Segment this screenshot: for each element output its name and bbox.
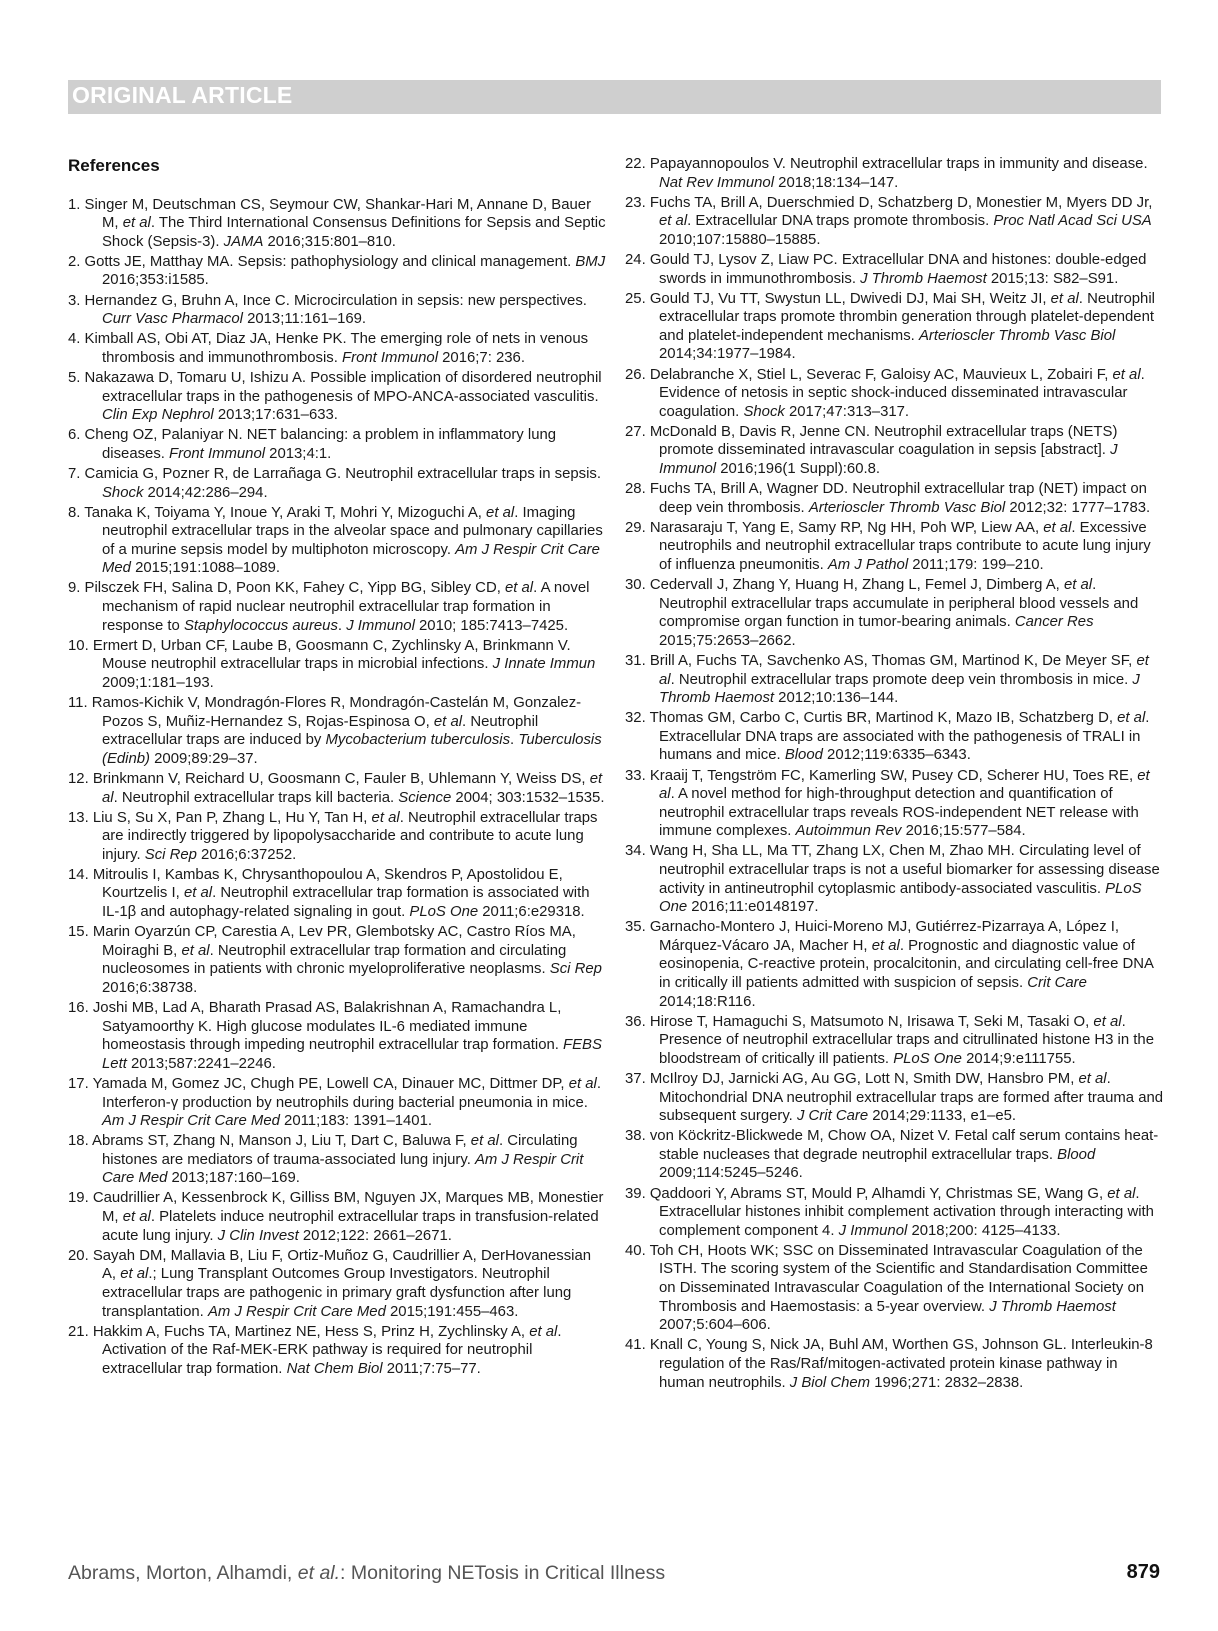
reference-italic: et al (1117, 710, 1146, 727)
reference-item (625, 576, 1165, 650)
reference-text: 2013;11:161–169. (242, 311, 367, 328)
reference-text: . Activation of the Raf-MEK-ERK pathway is required for neutrophil extracellular trap formation. (102, 1323, 562, 1377)
reference-text: 38. von Köckritz-Blickwede M, Chow OA, Nizet V. Fetal calf serum contains heat-stable nucleases that degrade neutrophil extracellular traps. (625, 1128, 1159, 1163)
reference-text: . Circulating histones are mediators of trauma-associated lung injury. (102, 1133, 578, 1168)
reference-italic: et al (504, 580, 534, 597)
reference-text: 11. Ramos-Kichik V, Mondragón-Flores R, Mondragón-Castelán M, Gonzalez-Pozos S, Muñiz-Hernandez S, Rojas-Espinosa O, (68, 695, 582, 730)
reference-italic: Blood (784, 747, 823, 764)
reference-text: . Neutrophil extracellular traps kill bacteria. (113, 789, 399, 806)
footer-title: : Monitoring NETosis in Critical Illness (340, 1562, 666, 1584)
reference-text: 2004; 303:1532–1535. (451, 789, 605, 806)
reference-italic: et al (871, 937, 900, 954)
reference-italic: et al (1112, 366, 1141, 383)
reference-italic: Shock (102, 484, 144, 501)
reference-text: 1996;271: 2832–2838. (870, 1374, 1024, 1391)
reference-text: . Extracellular histones inhibit complement activation through interacting with complement component 4. (659, 1185, 1154, 1239)
reference-italic: Am J Respir Crit Care Med (207, 1303, 386, 1320)
reference-text: 31. Brill A, Fuchs TA, Savchenko AS, Thomas GM, Martinod K, De Meyer SF, (625, 652, 1137, 669)
reference-italic: J Thromb Haemost (860, 270, 987, 287)
reference-italic: Front Immunol (342, 349, 439, 366)
reference-text: . Presence of neutrophil extracellular traps and citrullinated histone H3 in the bloodstream of critically ill patients. (659, 1013, 1154, 1067)
reference-text: 3. Hernandez G, Bruhn A, Ince C. Microcirculation in sepsis: new perspectives. (68, 292, 587, 309)
references-column-right (625, 155, 1165, 1394)
reference-text: 7. Camicia G, Pozner R, de Larrañaga G. Neutrophil extracellular traps in sepsis. (68, 465, 601, 482)
reference-text: 8. Tanaka K, Toiyama Y, Inoue Y, Araki T, Mohri Y, Mizoguchi A, (68, 504, 487, 521)
reference-italic: PLoS One (893, 1050, 962, 1067)
reference-italic: FEBS Lett (102, 1037, 602, 1072)
reference-italic: Proc Natl Acad Sci USA (993, 213, 1152, 230)
reference-text: 28. Fuchs TA, Brill A, Wagner DD. Neutrophil extracellular trap (NET) impact on deep vein thrombosis. (625, 481, 1147, 516)
reference-italic: et al (122, 215, 151, 232)
reference-item (68, 292, 608, 329)
reference-text: 2016;15:577–584. (901, 823, 1026, 840)
reference-italic: Staphylococcus aureus (183, 617, 338, 634)
reference-italic: J Thromb Haemost (659, 671, 1140, 707)
reference-item (625, 1070, 1165, 1126)
reference-text: . Evidence of netosis in septic shock-induced disseminated intravascular coagulation. (659, 366, 1145, 420)
reference-text: 2011;183: 1391–1401. (279, 1113, 432, 1130)
reference-text: 10. Ermert D, Urban CF, Laube B, Goosmann C, Zychlinsky A, Brinkmann V. Mouse neutrophil extracellular traps in microbial infections. (68, 637, 571, 673)
reference-text: 2011;7:75–77. (382, 1360, 481, 1377)
reference-item (68, 694, 608, 768)
reference-item (625, 251, 1165, 288)
reference-italic: et al (433, 713, 463, 730)
reference-list-right (625, 155, 1165, 1392)
reference-italic: J Innate Immun (492, 656, 596, 673)
reference-italic: et al (1107, 1185, 1136, 1202)
reference-text: 24. Gould TJ, Lysov Z, Liaw PC. Extracellular DNA and histones: double-edged swords in immunothrombosis. (625, 251, 1147, 287)
reference-italic: et al (1050, 290, 1079, 307)
reference-text: . Mitochondrial DNA neutrophil extracellular traps are formed after trauma and subsequent surgery. (659, 1071, 1164, 1125)
reference-text: 2014;34:1977–1984. (659, 346, 796, 363)
references-heading: References (68, 156, 160, 175)
reference-text: . Imaging neutrophil extracellular traps in the alveolar space and pulmonary capillaries of a murine sepsis model by multiphoton microscopy. (102, 504, 603, 558)
reference-italic: Am J Respir Crit Care Med (102, 541, 600, 577)
reference-italic: et al (659, 767, 1150, 803)
reference-italic: Nat Rev Immunol (659, 174, 775, 191)
reference-text: 22. Papayannopoulos V. Neutrophil extracellular traps in immunity and disease. (625, 156, 1148, 172)
reference-text: . (337, 617, 347, 634)
reference-item (625, 1242, 1165, 1335)
reference-text: 40. Toh CH, Hoots WK; SSC on Disseminated Intravascular Coagulation of the ISTH. The scoring system of the Scientific and Standardisation Committee on Disseminated Intravascular Coagulation of the International Society on Thrombosis and Haemostasis: a 5-year overview. (625, 1242, 1148, 1315)
reference-text: 17. Yamada M, Gomez JC, Chugh PE, Lowell CA, Dinauer MC, Dittmer DP, (68, 1075, 569, 1092)
running-footer (68, 1562, 665, 1585)
reference-text: 29. Narasaraju T, Yang E, Samy RP, Ng HH, Poh WP, Liew AA, (625, 519, 1044, 536)
reference-item (68, 426, 608, 463)
reference-item (68, 196, 608, 252)
reference-text: 2018;18:134–147. (774, 174, 899, 191)
reference-text: . Excessive neutrophils and neutrophil extracellular traps contribute to acute lung injury of influenza pneumonitis. (659, 519, 1151, 573)
reference-item (625, 155, 1165, 192)
reference-item (68, 253, 608, 290)
reference-item (625, 1336, 1165, 1392)
reference-italic: Crit Care (1027, 975, 1087, 992)
reference-text: . Neutrophil extracellular trap formation and circulating nucleosomes in patients with chronic myeloproliferative neoplasms. (102, 942, 567, 978)
reference-text: 32. Thomas GM, Carbo C, Curtis BR, Martinod K, Mazo IB, Schatzberg D, (625, 710, 1118, 727)
reference-text: 2017;47:313–317. (784, 403, 910, 420)
reference-text: 30. Cedervall J, Zhang Y, Huang H, Zhang L, Femel J, Dimberg A, (625, 577, 1064, 594)
reference-text: . Neutrophil extracellular traps promote deep vein thrombosis in mice. (670, 671, 1133, 688)
reference-text: 2016;7: 236. (438, 349, 525, 366)
reference-italic: et al (529, 1323, 558, 1340)
reference-text: 2015;191:455–463. (385, 1303, 519, 1320)
reference-item (625, 652, 1165, 708)
reference-item (625, 918, 1165, 1011)
reference-text: 2009;89:29–37. (150, 750, 258, 767)
reference-italic: et al (659, 213, 688, 230)
reference-text: 39. Qaddoori Y, Abrams ST, Mould P, Alhamdi Y, Christmas SE, Wang G, (625, 1185, 1108, 1202)
reference-italic: J Immunol (659, 442, 1118, 477)
reference-text: 2009;1:181–193. (102, 674, 214, 691)
reference-text: 25. Gould TJ, Vu TT, Swystun LL, Dwivedi DJ, Mai SH, Weitz JI, (625, 290, 1051, 307)
reference-text: 2016;6:38738. (102, 979, 198, 996)
reference-italic: Science (398, 789, 452, 806)
reference-text: . Extracellular DNA traps are associated with the pathogenesis of TRALI in humans and mice. (659, 710, 1150, 764)
reference-item (625, 290, 1165, 364)
reference-italic: J Crit Care (796, 1108, 869, 1125)
reference-text: . A novel mechanism of rapid nuclear neutrophil extracellular trap formation in response to (102, 580, 590, 634)
reference-text: 33. Kraaij T, Tengström FC, Kamerling SW, Pusey CD, Scherer HU, Toes RE, (625, 767, 1138, 784)
reference-text: 2018;200: 4125–4133. (907, 1222, 1061, 1239)
reference-italic: J Biol Chem (789, 1374, 871, 1391)
article-type-banner (68, 80, 1161, 114)
reference-text: 2016;11:e0148197. (687, 899, 819, 916)
reference-item (625, 480, 1165, 517)
reference-italic: J Immunol (346, 617, 415, 634)
reference-item (68, 1247, 608, 1321)
reference-text: 14. Mitroulis I, Kambas K, Chrysanthopoulou A, Skendros P, Apostolidou E, Kourtzelis I, (68, 866, 563, 902)
reference-text: . Neutrophil extracellular traps are induced by (102, 713, 539, 749)
reference-text: . Neutrophil extracellular traps promote thrombin generation through platelet-dependent and platelet-independent mechanisms. (659, 290, 1155, 344)
reference-item (68, 999, 608, 1073)
reference-text: 35. Garnacho-Montero J, Huici-Moreno MJ, Gutiérrez-Pizarraya A, López I, Márquez-Vácaro JA, Macher H, (625, 919, 1120, 954)
reference-italic: et al (659, 652, 1149, 688)
reference-italic: et al (568, 1075, 597, 1092)
reference-text: . The Third International Consensus Definitions for Sepsis and Septic Shock (Sepsis-3). (102, 215, 606, 250)
reference-item (68, 637, 608, 693)
reference-text: . A novel method for high-throughput detection and quantification of neutrophil extracellular traps reveals ROS-independent NET release with immune complexes. (659, 786, 1139, 840)
reference-text: 2014;42:286–294. (143, 484, 268, 501)
reference-item (68, 1132, 608, 1188)
reference-text: 2013;587:2241–2246. (126, 1055, 276, 1072)
reference-text: 15. Marin Oyarzún CP, Carestia A, Lev PR, Glembotsky AC, Castro Ríos MA, Moiraghi B, (68, 924, 576, 959)
reference-text: 2010;107:15880–15885. (659, 231, 821, 248)
reference-text: 26. Delabranche X, Stiel L, Severac F, Galoisy AC, Mauvieux L, Zobairi F, (625, 366, 1113, 383)
reference-text: . Platelets induce neutrophil extracellular traps in transfusion-related acute lung injury. (102, 1209, 599, 1244)
reference-italic: PLoS One (409, 904, 479, 921)
reference-text: 20. Sayah DM, Mallavia B, Liu F, Ortiz-Muñoz G, Caudrillier A, DerHovanessian A, (68, 1247, 592, 1283)
reference-item (68, 369, 608, 425)
reference-italic: J Thromb Haemost (989, 1298, 1116, 1315)
reference-text: 2012;122: 2661–2671. (298, 1227, 452, 1244)
reference-text: . Prognostic and diagnostic value of eosinopenia, C-reactive protein, procalcitonin, and circulating cell-free DNA in critically ill patients admitted with suspicion of sepsis. (659, 937, 1154, 992)
reference-text: 16. Joshi MB, Lad A, Bharath Prasad AS, Balakrishnan A, Ramachandra L, Satyamoorthy K. High glucose modulates IL-6 mediated immune homeostasis through impeding neutrophil extracellular trap formation. (68, 1000, 564, 1054)
reference-text: 2016;6:37252. (196, 846, 297, 863)
references-column-left (68, 152, 608, 1380)
reference-italic: et al (120, 1266, 149, 1283)
reference-text: 21. Hakkim A, Fuchs TA, Martinez NE, Hess S, Prinz H, Zychlinsky A, (68, 1323, 530, 1340)
reference-text: 2016;196(1 Suppl):60.8. (716, 461, 881, 477)
reference-italic: et al (1093, 1013, 1122, 1030)
reference-text: 6. Cheng OZ, Palaniyar N. NET balancing: a problem in inflammatory lung diseases. (68, 427, 557, 462)
reference-text: . Interferon-γ production by neutrophils during bacterial pneumonia in mice. (102, 1075, 601, 1111)
reference-text: 2009;114:5245–5246. (659, 1165, 803, 1182)
reference-text: 5. Nakazawa D, Tomaru U, Ishizu A. Possible implication of disordered neutrophil extracellular traps in the pathogenesis of MPO-ANCA-associated vasculitis. (68, 369, 602, 405)
reference-text: 37. McIlroy DJ, Jarnicki AG, Au GG, Lott N, Smith DW, Hansbro PM, (625, 1071, 1079, 1087)
reference-item (625, 709, 1165, 765)
footer-authors: Abrams, Morton, Alhamdi, (68, 1562, 298, 1584)
reference-italic: et al (470, 1133, 499, 1150)
reference-text: 2010; 185:7413–7425. (414, 617, 569, 634)
reference-text: 19. Caudrillier A, Kessenbrock K, Gilliss BM, Nguyen JX, Marques MB, Monestier M, (68, 1190, 604, 1226)
reference-italic: Cancer Res (1014, 614, 1094, 631)
reference-text: 2014;9:e111755. (961, 1050, 1076, 1067)
reference-italic: Nat Chem Biol (286, 1360, 383, 1377)
reference-item (625, 194, 1165, 250)
reference-italic: Blood (1057, 1146, 1096, 1163)
reference-item (625, 519, 1165, 575)
reference-italic: et al (1063, 577, 1093, 594)
article-type-label: ORIGINAL ARTICLE (72, 82, 293, 108)
reference-item (68, 579, 608, 635)
reference-item (68, 465, 608, 502)
reference-italic: Am J Respir Crit Care Med (102, 1151, 584, 1187)
reference-text: . Extracellular DNA traps promote thrombosis. (687, 213, 994, 230)
reference-item (68, 1323, 608, 1379)
reference-italic: J Clin Invest (217, 1227, 299, 1244)
reference-text: 2015;191:1088–1089. (130, 560, 281, 577)
reference-italic: et al (1078, 1071, 1107, 1087)
reference-item (68, 923, 608, 997)
footer-etal: et al. (297, 1562, 341, 1584)
reference-italic: PLoS One (659, 880, 1142, 916)
reference-text: .; Lung Transplant Outcomes Group Investigators. Neutrophil extracellular traps are pathogenic in primary graft dysfunction after lung transplantation. (102, 1266, 572, 1320)
reference-italic: et al (102, 770, 603, 806)
reference-text: 27. McDonald B, Davis R, Jenne CN. Neutrophil extracellular traps (NETS) promote disseminated intravascular coagulation in sepsis [abstract]. (625, 423, 1118, 459)
reference-italic: et al (486, 504, 515, 521)
reference-text: 2012;32: 1777–1783. (1005, 499, 1151, 516)
reference-item (68, 504, 608, 578)
reference-text: 2014;18:R116. (659, 993, 756, 1010)
reference-text: 2012;10:136–144. (774, 690, 899, 707)
reference-text: . Neutrophil extracellular traps accumulate in peripheral blood vessels and compromise organ function in tumor-bearing animals. (659, 577, 1139, 631)
reference-text: 13. Liu S, Su X, Pan P, Zhang L, Hu Y, Tan H, (68, 809, 372, 826)
reference-text: 2011;6:e29318. (478, 904, 585, 921)
reference-text: 41. Knall C, Young S, Nick JA, Buhl AM, Worthen GS, Johnson GL. Interleukin-8 regulation of the Ras/Raf/mitogen-activated protein kinase pathway in human neutrophils. (625, 1337, 1153, 1391)
reference-italic: Shock (743, 403, 785, 420)
reference-italic: Sci Rep (549, 961, 602, 978)
reference-item (625, 366, 1165, 422)
reference-italic: J Immunol (838, 1222, 908, 1239)
reference-text: . Neutrophil extracellular trap formation is associated with IL-1β and autophagy-related signaling in gout. (102, 885, 590, 921)
reference-text: 2. Gotts JE, Matthay MA. Sepsis: pathophysiology and clinical management. (68, 253, 576, 270)
reference-text: 34. Wang H, Sha LL, Ma TT, Zhang LX, Chen M, Zhao MH. Circulating level of neutrophil extracellular traps is not a useful biomarker for assessing disease activity in antineutrophil cytoplasmic antibody-associated vasculitis. (625, 843, 1160, 897)
page-number: 879 (1126, 1561, 1160, 1583)
reference-list-left (68, 196, 608, 1379)
reference-italic: Clin Exp Nephrol (102, 407, 214, 424)
reference-item (625, 1013, 1165, 1069)
reference-italic: Am J Respir Crit Care Med (102, 1113, 280, 1130)
reference-text: 2013;4:1. (265, 445, 332, 462)
reference-text: 2016;353:i1585. (102, 272, 209, 289)
reference-item (625, 423, 1165, 479)
reference-text: 36. Hirose T, Hamaguchi S, Matsumoto N, Irisawa T, Seki M, Tasaki O, (625, 1013, 1094, 1030)
reference-text: 2013;17:631–633. (213, 407, 338, 424)
reference-italic: et al (122, 1209, 151, 1226)
reference-italic: Sci Rep (144, 846, 197, 863)
reference-text: 2011;179: 199–210. (908, 556, 1044, 573)
reference-italic: et al (181, 942, 210, 959)
reference-italic: JAMA (223, 233, 264, 250)
reference-text: 2015;75:2653–2662. (659, 632, 796, 649)
reference-text: 2014;29:1133, e1–e5. (868, 1108, 1017, 1125)
reference-item (68, 330, 608, 367)
reference-item (68, 866, 608, 922)
reference-italic: Am J Pathol (827, 556, 909, 573)
reference-italic: Arterioscler Thromb Vasc Biol (918, 327, 1116, 344)
reference-italic: Front Immunol (169, 445, 266, 462)
reference-text: 2007;5:604–606. (659, 1317, 771, 1334)
reference-text: 2016;315:801–810. (263, 233, 396, 250)
reference-italic: Mycobacterium tuberculosis (325, 732, 511, 749)
reference-item (625, 1185, 1165, 1241)
reference-item (68, 1189, 608, 1245)
reference-text: 23. Fuchs TA, Brill A, Duerschmied D, Schatzberg D, Monestier M, Myers DD Jr, (625, 194, 1153, 211)
reference-text: 1. Singer M, Deutschman CS, Seymour CW, Shankar-Hari M, Annane D, Bauer M, (68, 196, 592, 232)
reference-item (68, 770, 608, 807)
reference-text: 4. Kimball AS, Obi AT, Diaz JA, Henke PK. The emerging role of nets in venous thrombosis and immunothrombosis. (68, 331, 589, 366)
reference-item (625, 1127, 1165, 1183)
reference-item (68, 809, 608, 865)
reference-italic: Arterioscler Thromb Vasc Biol (808, 499, 1006, 516)
reference-italic: et al (183, 885, 213, 902)
reference-text: 2012;119:6335–6343. (822, 747, 971, 764)
reference-italic: et al (371, 809, 400, 826)
reference-text: 2015;13: S82–S91. (986, 270, 1119, 287)
reference-item (625, 842, 1165, 916)
reference-italic: Autoimmun Rev (795, 823, 902, 840)
reference-text: . Neutrophil extracellular traps are indirectly triggered by lipopolysaccharide and contribute to acute lung injury. (102, 809, 598, 863)
reference-text: 18. Abrams ST, Zhang N, Manson J, Liu T, Dart C, Baluwa F, (68, 1133, 471, 1150)
reference-italic: et al (1043, 519, 1072, 536)
reference-italic: Tuberculosis (Edinb) (102, 732, 602, 767)
reference-italic: BMJ (575, 253, 606, 270)
reference-text: . (510, 732, 519, 749)
reference-item (625, 767, 1165, 841)
reference-italic: Curr Vasc Pharmacol (102, 311, 243, 328)
reference-item (68, 1075, 608, 1131)
reference-text: 2013;187:160–169. (167, 1170, 300, 1187)
reference-text: 9. Pilsczek FH, Salina D, Poon KK, Fahey C, Yipp BG, Sibley CD, (68, 580, 505, 597)
reference-text: 12. Brinkmann V, Reichard U, Goosmann C, Fauler B, Uhlemann Y, Weiss DS, (68, 770, 590, 787)
